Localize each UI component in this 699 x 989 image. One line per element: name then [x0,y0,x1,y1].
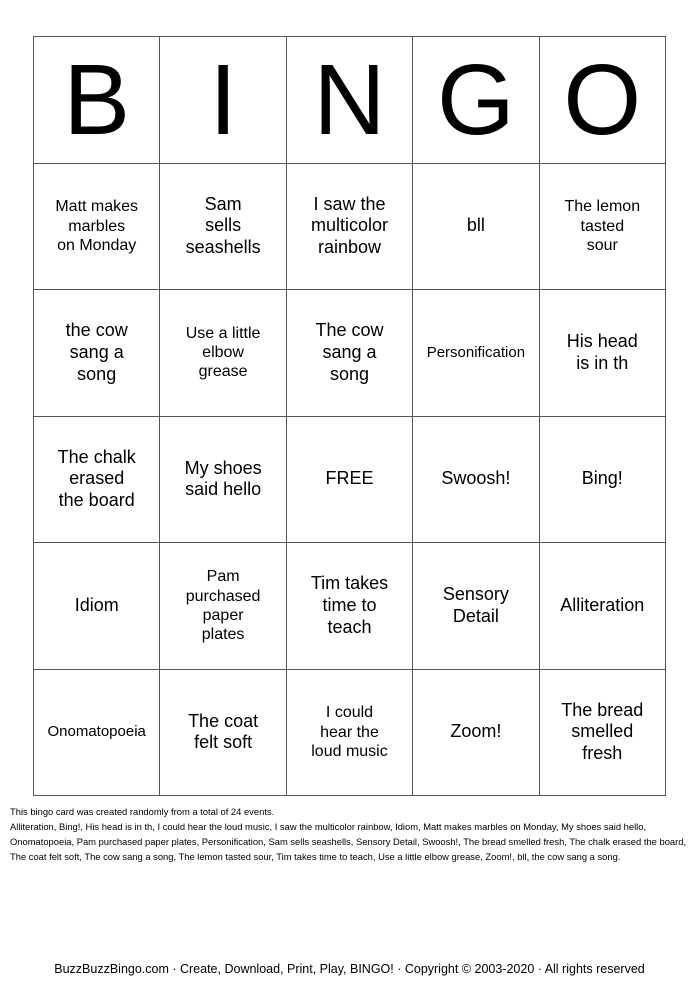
bingo-square: Sam sells seashells [160,164,286,291]
bingo-square: The chalk erased the board [34,417,160,544]
bingo-square: Use a little elbow grease [160,290,286,417]
card-info [10,804,692,864]
bingo-square: I saw the multicolor rainbow [287,164,413,291]
bingo-square: Zoom! [413,670,539,797]
header-letter-g: G [413,37,539,164]
bingo-square: Personification [413,290,539,417]
header-letter-o: O [540,37,666,164]
bingo-square: Matt makes marbles on Monday [34,164,160,291]
bingo-square: My shoes said hello [160,417,286,544]
bingo-square: Tim takes time to teach [287,543,413,670]
bingo-square: Idiom [34,543,160,670]
bingo-card [33,36,666,796]
header-letter-b: B [34,37,160,164]
bingo-square: The coat felt soft [160,670,286,797]
bingo-square: The lemon tasted sour [540,164,666,291]
bingo-square: Alliteration [540,543,666,670]
header-letter-n: N [287,37,413,164]
bingo-square: Sensory Detail [413,543,539,670]
bingo-square: bll [413,164,539,291]
event-list: Alliteration, Bing!, His head is in th, I could hear the loud music, I saw the multicolor rainbow, Idiom, Matt makes marbles on Monday, My shoes said hello, Onomatopoeia, Pam purchased paper plates, Personification, Sam sells seashells, Sensory Detail, Swoosh!, The bread smelled fresh, The chalk erased the board, The coat felt soft, The cow sang a song, The lemon tasted sour, Tim takes time to teach, Use a little elbow grease, Zoom!, bll, the cow sang a song. [10,821,687,862]
bingo-square: Onomatopoeia [34,670,160,797]
info-summary: This bingo card was created randomly from a total of 24 events. [10,806,275,817]
header-letter-i: I [160,37,286,164]
free-square: FREE [287,417,413,544]
bingo-square: His head is in th [540,290,666,417]
bingo-square: I could hear the loud music [287,670,413,797]
bingo-square: Swoosh! [413,417,539,544]
footer: BuzzBuzzBingo.com · Create, Download, Print, Play, BINGO! · Copyright © 2003-2020 · All rights reserved [54,962,645,976]
bingo-square: The cow sang a song [287,290,413,417]
bingo-square: the cow sang a song [34,290,160,417]
bingo-square: Bing! [540,417,666,544]
bingo-square: The bread smelled fresh [540,670,666,797]
bingo-square: Pam purchased paper plates [160,543,286,670]
